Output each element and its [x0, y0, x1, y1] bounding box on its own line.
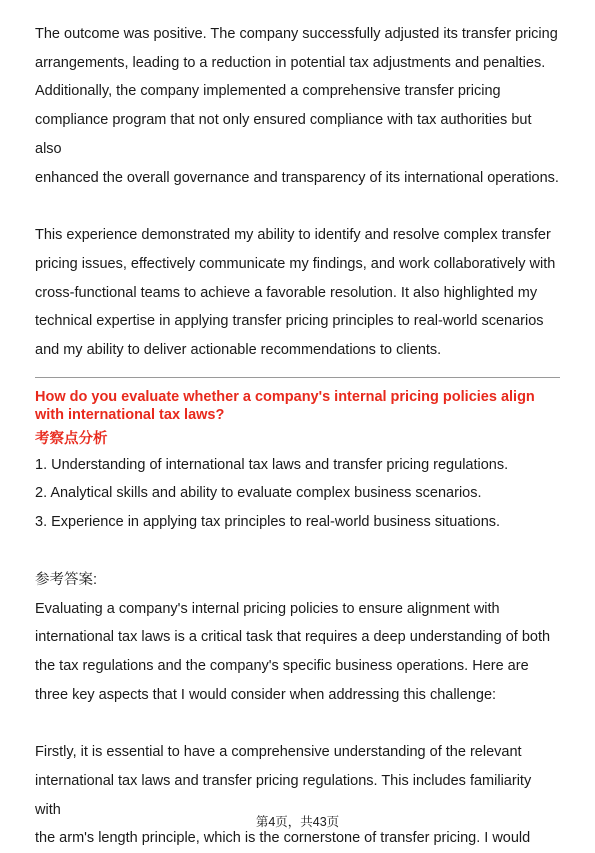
list-item: 2. Analytical skills and ability to evaluate complex business scenarios.: [35, 485, 482, 502]
spacer: [35, 192, 560, 221]
list-item: 3. Experience in applying tax principles to real-world business situations.: [35, 514, 501, 531]
question-heading: How do you evaluate whether a company's internal pricing policies align with international tax laws?: [35, 388, 535, 424]
analysis-label: 考察点分析: [35, 430, 108, 447]
page-content: [35, 20, 560, 853]
spacer: [35, 537, 560, 566]
list-item: 1. Understanding of international tax laws and transfer pricing regulations.: [35, 456, 509, 473]
answer-label: 参考答案:: [35, 571, 98, 588]
answer-paragraph-intro: Evaluating a company's internal pricing policies to ensure alignment with international tax laws is a critical task that requires a deep understanding of both the tax regulations and the company's specific business operations. Here are three key aspects that I would consider when addressing this challenge:: [35, 600, 551, 703]
spacer: [35, 709, 560, 738]
section-divider: [35, 377, 560, 378]
analysis-list: [35, 451, 560, 537]
answer-paragraph-firstly: Firstly, it is essential to have a comprehensive understanding of the relevant international tax laws and transfer pricing regulations. This includes familiarity with the arm's length principle, which is the cornerstone of transfer pricing. I would: [35, 744, 532, 847]
page-footer: 第4页，共43页: [255, 815, 340, 829]
paragraph-experience: This experience demonstrated my ability to identify and resolve complex transfer pricing issues, effectively communicate my findings, and work collaboratively with cross-functional teams to achieve a favorable resolution. It also highlighted my technical expertise in applying transfer pricing principles to real-world scenarios and my ability to deliver actionable recommendations to clients.: [35, 227, 556, 359]
paragraph-outcome: The outcome was positive. The company successfully adjusted its transfer pricing arrangements, leading to a reduction in potential tax adjustments and penalties. Additionally, the company implemented a comprehensive transfer pricing compliance program that not only ensured compliance with tax authorities but also enhanced the overall governance and transparency of its international operations.: [35, 26, 559, 186]
